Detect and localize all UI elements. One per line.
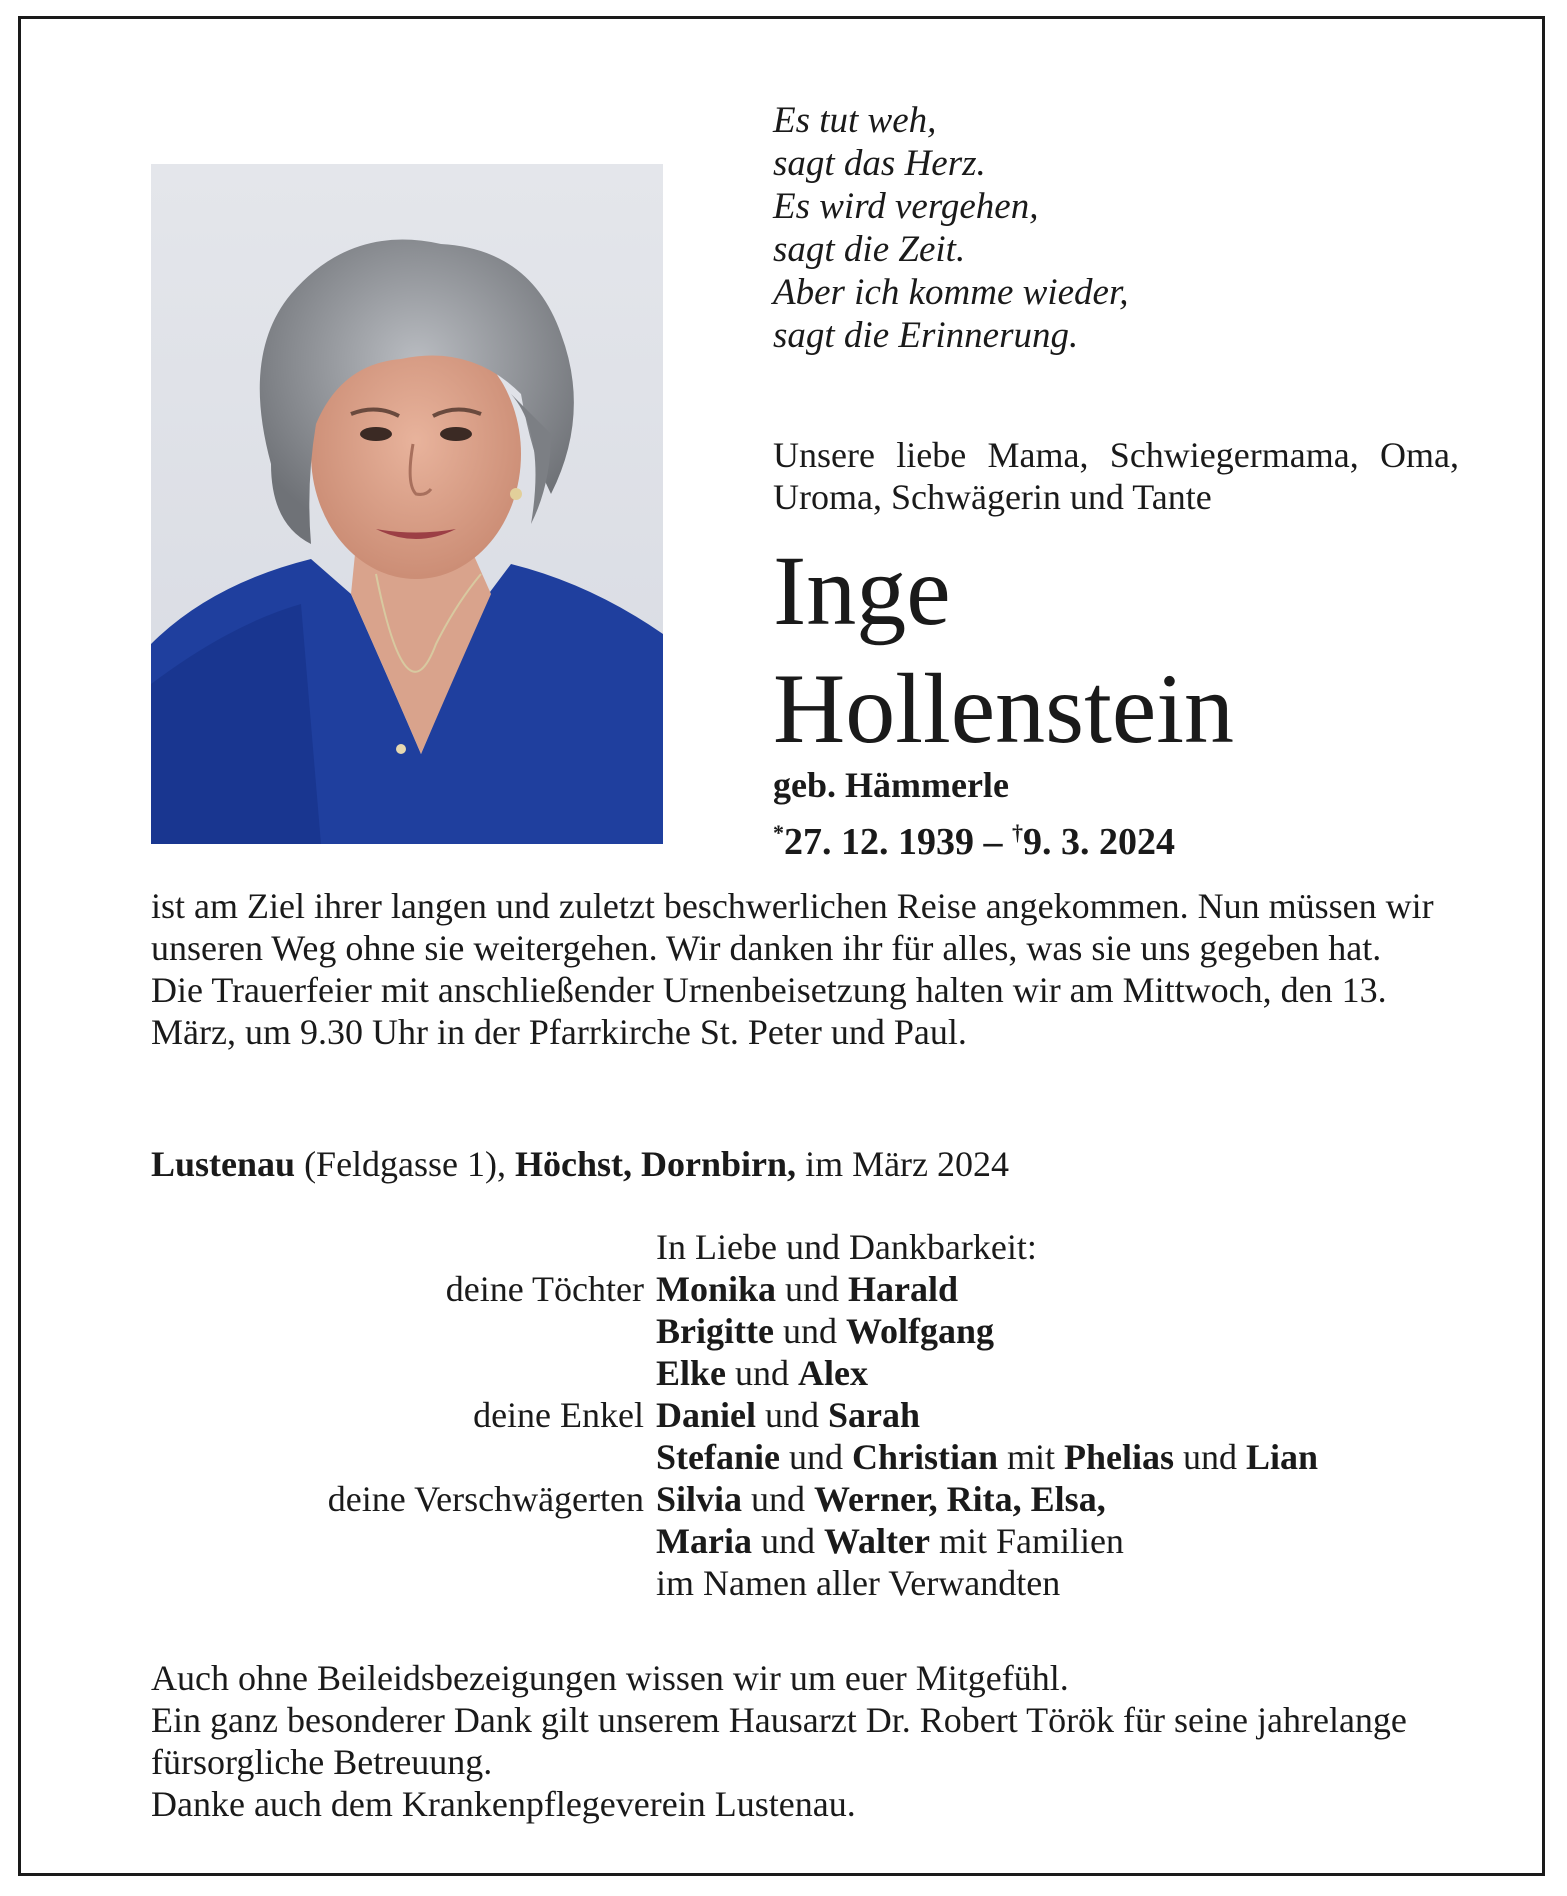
closing-line: Ein ganz besonderer Dank gilt unserem Hausarzt Dr. Robert Török für seine jahrelange fürsorgliche Betreuung. (151, 1700, 1407, 1782)
poem-line: sagt das Herz. (773, 143, 986, 184)
mourner-row (151, 1562, 1461, 1604)
closing-line: Danke auch dem Krankenpflegeverein Lustenau. (151, 1784, 856, 1824)
mourner-row (151, 1436, 1461, 1478)
mourner-name: Elke (656, 1353, 727, 1393)
mourner-row (151, 1310, 1461, 1352)
poem (773, 99, 1473, 357)
mourner-connector: und (773, 1311, 846, 1351)
mourner-connector: mit (998, 1437, 1065, 1477)
mourners-heading-row (151, 1226, 1461, 1268)
mourner-connector: und (776, 1269, 849, 1309)
mourner-row (151, 1520, 1461, 1562)
mourner-row (151, 1394, 1461, 1436)
date-separator: – (974, 821, 1012, 863)
body-paragraph: ist am Ziel ihrer langen und zuletzt beschwerlichen Reise angekommen. Nun müssen wir unseren Weg ohne sie weitergehen. Wir danken ihr für alles, was sie uns gegeben hat. (151, 886, 1434, 968)
death-date: 9. 3. 2024 (1023, 821, 1175, 863)
place-towns: Höchst, Dornbirn, (515, 1144, 797, 1184)
mourner-names (656, 1394, 1461, 1436)
birth-date: 27. 12. 1939 (784, 821, 974, 863)
mourner-relation: deine Enkel (473, 1395, 644, 1435)
mourner-name: Wolfgang (845, 1311, 994, 1351)
deceased-first-name: Inge (773, 535, 951, 646)
poem-line: sagt die Erinnerung. (773, 315, 1079, 356)
mourner-names (656, 1562, 1461, 1604)
mourner-connector: und (1174, 1437, 1247, 1477)
portrait-photo (151, 164, 663, 844)
mourner-names (656, 1436, 1461, 1478)
mourner-relation (151, 1310, 656, 1352)
mourner-connector: im Namen aller Verwandten (656, 1563, 1061, 1603)
birth-name: geb. Hämmerle (773, 765, 1009, 805)
poem-line: sagt die Zeit. (773, 229, 966, 270)
mourner-name: Monika (656, 1269, 777, 1309)
mourner-relation (151, 1352, 656, 1394)
mourner-row (151, 1268, 1461, 1310)
mourner-name: Werner, Rita, Elsa, (814, 1479, 1106, 1519)
mourner-name: Lian (1246, 1437, 1319, 1477)
mourner-relation (151, 1520, 656, 1562)
closing-line: Auch ohne Beileidsbezeigungen wissen wir um euer Mitgefühl. (151, 1658, 1069, 1698)
mourner-relation: deine Verschwägerten (327, 1479, 644, 1519)
mourner-connector: mit Familien (929, 1521, 1124, 1561)
mourner-name: Christian (851, 1437, 999, 1477)
mourner-connector: und (726, 1353, 799, 1393)
mourner-name: Daniel (656, 1395, 757, 1435)
mourner-names (656, 1520, 1461, 1562)
mourner-row (151, 1352, 1461, 1394)
mourner-connector: und (779, 1437, 852, 1477)
mourners-heading: In Liebe und Dankbarkeit: (656, 1227, 1037, 1267)
body-paragraph: Die Trauerfeier mit anschließender Urnenbeisetzung halten wir am Mittwoch, den 13. März, um 9.30 Uhr in der Pfarrkirche St. Peter und Paul. (151, 970, 1387, 1052)
mourner-relation (151, 1436, 656, 1478)
mourner-name: Phelias (1064, 1437, 1175, 1477)
mourner-name: Sarah (828, 1395, 921, 1435)
announcement-body (151, 885, 1459, 1053)
mourner-names (656, 1478, 1461, 1520)
place-address: (Feldgasse 1), (295, 1144, 516, 1184)
poem-line: Es tut weh, (773, 100, 937, 141)
obituary-frame (18, 16, 1545, 1876)
mourner-name: Silvia (656, 1479, 743, 1519)
place-date: im März 2024 (796, 1144, 1010, 1184)
mourner-relation: deine Töchter (445, 1269, 644, 1309)
birth-symbol: * (773, 820, 784, 845)
death-symbol: † (1012, 820, 1023, 845)
intro-text: Unsere liebe Mama, Schwiegermama, Oma, Uroma, Schwägerin und Tante (773, 435, 1459, 517)
mourner-names (656, 1310, 1461, 1352)
mourner-names (656, 1268, 1461, 1310)
closing-text (151, 1657, 1461, 1825)
mourner-name: Maria (656, 1521, 752, 1561)
mourner-name: Stefanie (656, 1437, 780, 1477)
life-dates (773, 811, 1175, 864)
deceased-last-name: Hollenstein (773, 653, 1235, 764)
mourner-row (151, 1478, 1461, 1520)
place-town: Lustenau (151, 1144, 296, 1184)
poem-line: Aber ich komme wieder, (773, 272, 1129, 313)
mourner-connector: und (742, 1479, 815, 1519)
mourners-list (151, 1226, 1461, 1604)
mourner-connector: und (756, 1395, 829, 1435)
mourner-name: Alex (798, 1353, 868, 1393)
mourner-name: Harald (848, 1269, 959, 1309)
poem-line: Es wird vergehen, (773, 186, 1039, 227)
mourner-connector: und (751, 1521, 824, 1561)
mourner-names (656, 1352, 1461, 1394)
mourner-relation (151, 1562, 656, 1604)
mourner-name: Walter (823, 1521, 930, 1561)
place-and-date (151, 1143, 1459, 1185)
mourner-name: Brigitte (656, 1311, 774, 1351)
